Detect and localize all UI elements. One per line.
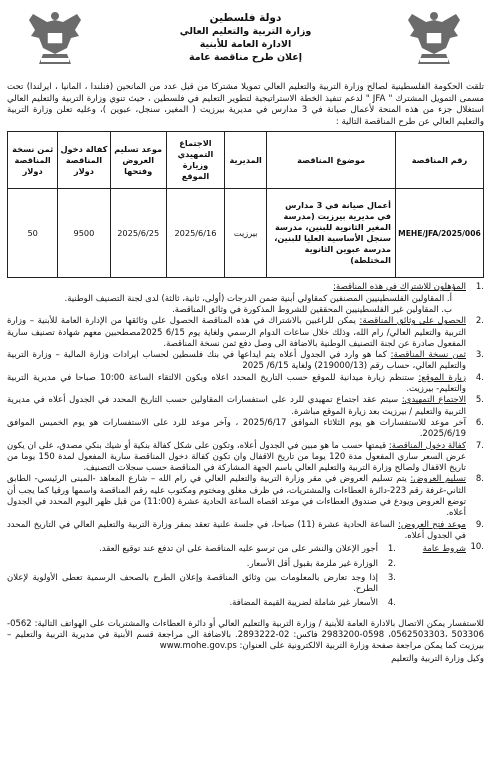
- col-directorate-header: المديرية: [225, 132, 267, 189]
- announcement-title: إعلان طرح مناقصة عامة: [188, 52, 303, 63]
- col-subject-header: موضوع المناقصة: [267, 132, 396, 189]
- col-guarantee-header: كفالة دخول المناقصة دولار: [58, 132, 110, 189]
- conditions-list: [7, 282, 484, 612]
- signature-line: وكيل وزارة التربية والتعليم: [391, 653, 484, 664]
- col-delivery-header: موعد تسليم العروض وفتحها: [110, 132, 166, 189]
- tender-guarantee: 9500: [58, 189, 110, 278]
- list-item: .10 شروط عامة .1 أجور الإعلان والنشر على من ترسو عليه المناقصة على ان تدفع عند توقيع العقد. .2 الوزارة غير ملزمة بقبول أقل الأسعار. .3 إذا وجد تعارض بالمعلومات بين وثائق المناقصة وإعلان الطرح بالصحف الرسمية تعطى الأولوية لإعلان الطرح. .4 الأسعار غير شاملة لضريبة القيمة المضافة.: [7, 542, 484, 612]
- tender-delivery-date: 2025/6/25: [110, 189, 166, 278]
- col-meeting-header: الاجتماع التمهيدي وزيارة الموقع: [166, 132, 224, 189]
- list-item: .9 موعد فتح العروض: الساعة الحادية عشرة (11) صباحا، في جلسة علنية تعقد بمقر وزارة التربية والتعليم العالي في التاريخ المحدد في الجدول أعلاه.: [7, 519, 484, 541]
- tender-subject: أعمال صيانة في 3 مدارس في مديرية بيرزيت (مدرسة المغير الثانوية للبنين، مدرسة سنجل الأساسية العليا للبنين، مدرسة عبوين الثانوية المختلطة): [267, 189, 396, 278]
- eligibility-a: أ. المقاولين الفلسطينيين المصنفين كمقاولي أبنية ضمن الدرجات (أولى، ثانية، ثالثة) لدى لجنة التصنيف الوطنية.: [64, 293, 452, 304]
- list-item: .3 ثمن نسخة المناقصة: كما هو وارد في الجدول أعلاه يتم ايداعها في بنك فلسطين لحساب ايرادات وزارة المالية – وزارة التربية والتعليم العالي، حساب رقم (219000/13) ولغاية 6/15/ 2025: [7, 350, 484, 372]
- eligibility-b: ب. المقاولين غير الفلسطينيين المحققين للشروط المذكورة في وثائق المناقصة.: [172, 304, 452, 315]
- list-item: .4 زيارة الموقع: ستنظم زيارة ميدانية للموقع حسب التاريخ المحدد اعلاه ويكون الالتقاء الساعة 10:00 صباحا في مديرية التربية والتعليم- بيرزيت.: [7, 372, 484, 395]
- tender-directorate: بيرزيت: [225, 189, 267, 278]
- list-item: .8 تسليم العروض: يتم تسليم العروض في مقر وزارة التربية والتعليم العالي في رام الله – شارع المعاهد -المبنى الرئيسي- الطابق الثاني-غرفة رقم 223-دائرة العطاءات والمشتريات، في ظرف مغلق ومختوم ومكتوب عليه رقم المناقصة واسمها ورقيا كما يجب أن توضع العروض ويودع في صندوق العطاءات في موعد اقصاه الساعة الحادية عشرة (11:00) من قبل ظهر اليوم المحدد في الجدول أعلاه.: [7, 474, 484, 519]
- tender-meeting-date: 2025/6/16: [166, 189, 224, 278]
- list-item: .1 المؤهلون للاشتراك في هذه المناقصة: أ. المقاولين الفلسطينيين المصنفين كمقاولي أبنية ضمن الدرجات (أولى، ثانية، ثالثة) لدى لجنة التصنيف الوطنية. ب. المقاولين غير الفلسطينيين المحققين للشروط المذكورة في وثائق المناقصة.: [7, 282, 484, 316]
- list-item: .7 كفالة دخول المناقصة: قيمتها حسب ما هو مبين في الجدول أعلاه، وتكون على شكل كفالة بنكية أو شيك بنكي مصدق، على ان يكون عرض السعر ساري المفعول مدة 120 يوما من تاريخ الاقفال وان تكون كفالة دخول المناقصة سارية المفعول لمدة 150 يوما من تاريخ الاقفال ولصالح وزارة التربية والتعليم العالي باسم الجهة المشاركة في المناقصة حسب سجلات التصنيف.: [7, 440, 484, 474]
- header: [7, 6, 484, 82]
- list-item: .5 الاجتماع التمهيدي: سيتم عقد اجتماع تمهيدي للرد على استفسارات المقاولين حسب التاريخ المحدد في الجدول أعلاه في مديرية التربية والتعليم / بيرزيت بعد زيارة الموقع مباشرة.: [7, 395, 484, 417]
- header-ministry: وزارة التربية والتعليم العالي: [179, 26, 312, 37]
- col-price-header: ثمن نسخة المناقصة دولار: [8, 132, 58, 189]
- tender-ref: MEHE/JFA/2025/006: [395, 189, 483, 278]
- eligibility-title: المؤهلون للاشتراك في هذه المناقصة:: [333, 282, 466, 293]
- contact-info: للاستفسار يمكن الاتصال بالادارة العامة للأبنية / وزارة التربية والتعليم العالي أو دائرة العطاءات والمشتريات على الهواتف التالية: 0562-503306 ،0562503303، 0598-2983200 فاكس: 02-2893222. بالاضافة الى مراجعة قسم الأبنية في مديرية التربية والتعليم – بيرزيت كما يمكن مراجعة صفحة وزارة التربية الالكترونية على العنوان: www.mohe.gov.ps: [7, 618, 484, 652]
- intro-paragraph: تلقت الحكومة الفلسطينية لصالح وزارة التربية والتعليم العالي تمويلا مشتركا من قبل عدد من المانحين (فنلندا ، المانيا ، ايرلندا) تحت مسمى التمويل المشترك " JFA " لدعم تنفيذ الخطة الاستراتيجية لتطوير التعليم في فلسطين ، حيث تنوي وزارة التربية والتعليم العالي استغلال جزء من هذه المنحة لأعمال صيانة في 3 مدارس في مديرية بيرزيت ( المغير، سنجل، عبوين )، وعليه تعلن وزارة التربية والتعليم العالي عن طرح المناقصة التالية :: [7, 82, 485, 127]
- tender-price: 50: [8, 189, 58, 278]
- list-item: .2 الحصول على وثائق المناقصة: يمكن للراغبين بالاشتراك في هذه المناقصة الحصول على وثائقها من الإدارة العامة للأبنية – وزارة التربية والتعليم العالي/ رام الله، وذلك خلال ساعات الدوام الرسمي ولغاية يوم 6/15 2025مصطحبين معهم شهادة تصنيف سارية المفعول صادرة عن لجنة التصنيف الوطنية بالاضافة الى وصل دفع ثمن نسخة المناقصة.: [7, 316, 484, 349]
- general-conditions: .1 أجور الإعلان والنشر على من ترسو عليه المناقصة على ان تدفع عند توقيع العقد. .2 الوزارة غير ملزمة بقبول أقل الأسعار. .3 إذا وجد تعارض بالمعلومات بين وثائق المناقصة وإعلان الطرح بالصحف الرسمية تعطى الأولوية لإعلان الطرح. .4 الأسعار غير شاملة لضريبة القيمة المضافة.: [7, 544, 396, 609]
- header-department: الادارة العامة للأبنية: [199, 39, 292, 50]
- list-item: .6 آخر موعد للاستفسارات هو يوم الثلاثاء الموافق 2025/6/17 ، وآخر موعد للرد على الاستفسارات هو يوم الخميس الموافق 2025/6/19.: [7, 417, 484, 440]
- col-ref-header: رقم المناقصة: [395, 132, 483, 189]
- table-row: [8, 189, 484, 278]
- header-state: دولة فلسطين: [209, 12, 282, 24]
- tender-table: [7, 131, 484, 278]
- general-conditions-label: شروط عامة: [422, 544, 466, 555]
